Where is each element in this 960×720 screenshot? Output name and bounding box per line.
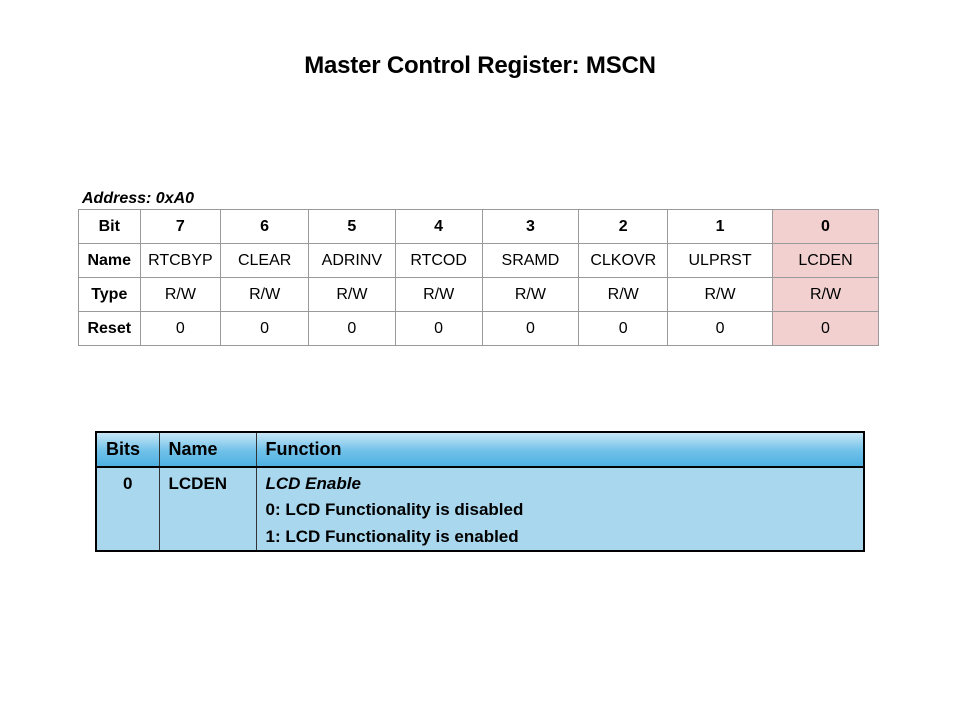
row-bits: 0 [96, 467, 159, 551]
header-name: Name [159, 432, 256, 467]
bit-cell: 4 [395, 210, 482, 244]
bit-cell: 3 [482, 210, 579, 244]
type-cell: R/W [482, 278, 579, 312]
type-cell: R/W [221, 278, 309, 312]
function-title: LCD Enable [265, 474, 361, 493]
type-cell: R/W [309, 278, 396, 312]
header-function: Function [256, 432, 864, 467]
reset-cell: 0 [579, 312, 668, 346]
name-cell: CLKOVR [579, 244, 668, 278]
type-cell: R/W [395, 278, 482, 312]
bit-cell-highlighted: 0 [773, 210, 879, 244]
name-row [79, 244, 879, 278]
name-cell: SRAMD [482, 244, 579, 278]
type-row [79, 278, 879, 312]
name-cell: ULPRST [668, 244, 773, 278]
type-cell: R/W [140, 278, 221, 312]
reset-row [79, 312, 879, 346]
function-line: 1: LCD Functionality is enabled [265, 527, 519, 546]
bit-row [79, 210, 879, 244]
function-table-header [96, 432, 864, 467]
bit-cell: 5 [309, 210, 396, 244]
type-cell-highlighted: R/W [773, 278, 879, 312]
row-header-reset: Reset [79, 312, 141, 346]
row-header-type: Type [79, 278, 141, 312]
name-cell: RTCOD [395, 244, 482, 278]
reset-cell: 0 [221, 312, 309, 346]
reset-cell: 0 [395, 312, 482, 346]
function-line: 0: LCD Functionality is disabled [265, 500, 524, 519]
name-cell: RTCBYP [140, 244, 221, 278]
reset-cell: 0 [309, 312, 396, 346]
row-header-bit: Bit [79, 210, 141, 244]
bit-cell: 7 [140, 210, 221, 244]
reset-cell: 0 [482, 312, 579, 346]
row-name: LCDEN [159, 467, 256, 551]
type-cell: R/W [579, 278, 668, 312]
bit-cell: 1 [668, 210, 773, 244]
function-table-row [96, 467, 864, 551]
page-title: Master Control Register: MSCN [304, 52, 656, 79]
bit-cell: 2 [579, 210, 668, 244]
bit-cell: 6 [221, 210, 309, 244]
row-header-name: Name [79, 244, 141, 278]
type-cell: R/W [668, 278, 773, 312]
address-label: Address: 0xA0 [82, 190, 195, 207]
name-cell-highlighted: LCDEN [773, 244, 879, 278]
function-table [95, 431, 865, 552]
register-table [78, 209, 879, 346]
reset-cell-highlighted: 0 [773, 312, 879, 346]
name-cell: CLEAR [221, 244, 309, 278]
row-function [256, 467, 864, 551]
header-bits: Bits [96, 432, 159, 467]
reset-cell: 0 [668, 312, 773, 346]
reset-cell: 0 [140, 312, 221, 346]
name-cell: ADRINV [309, 244, 396, 278]
